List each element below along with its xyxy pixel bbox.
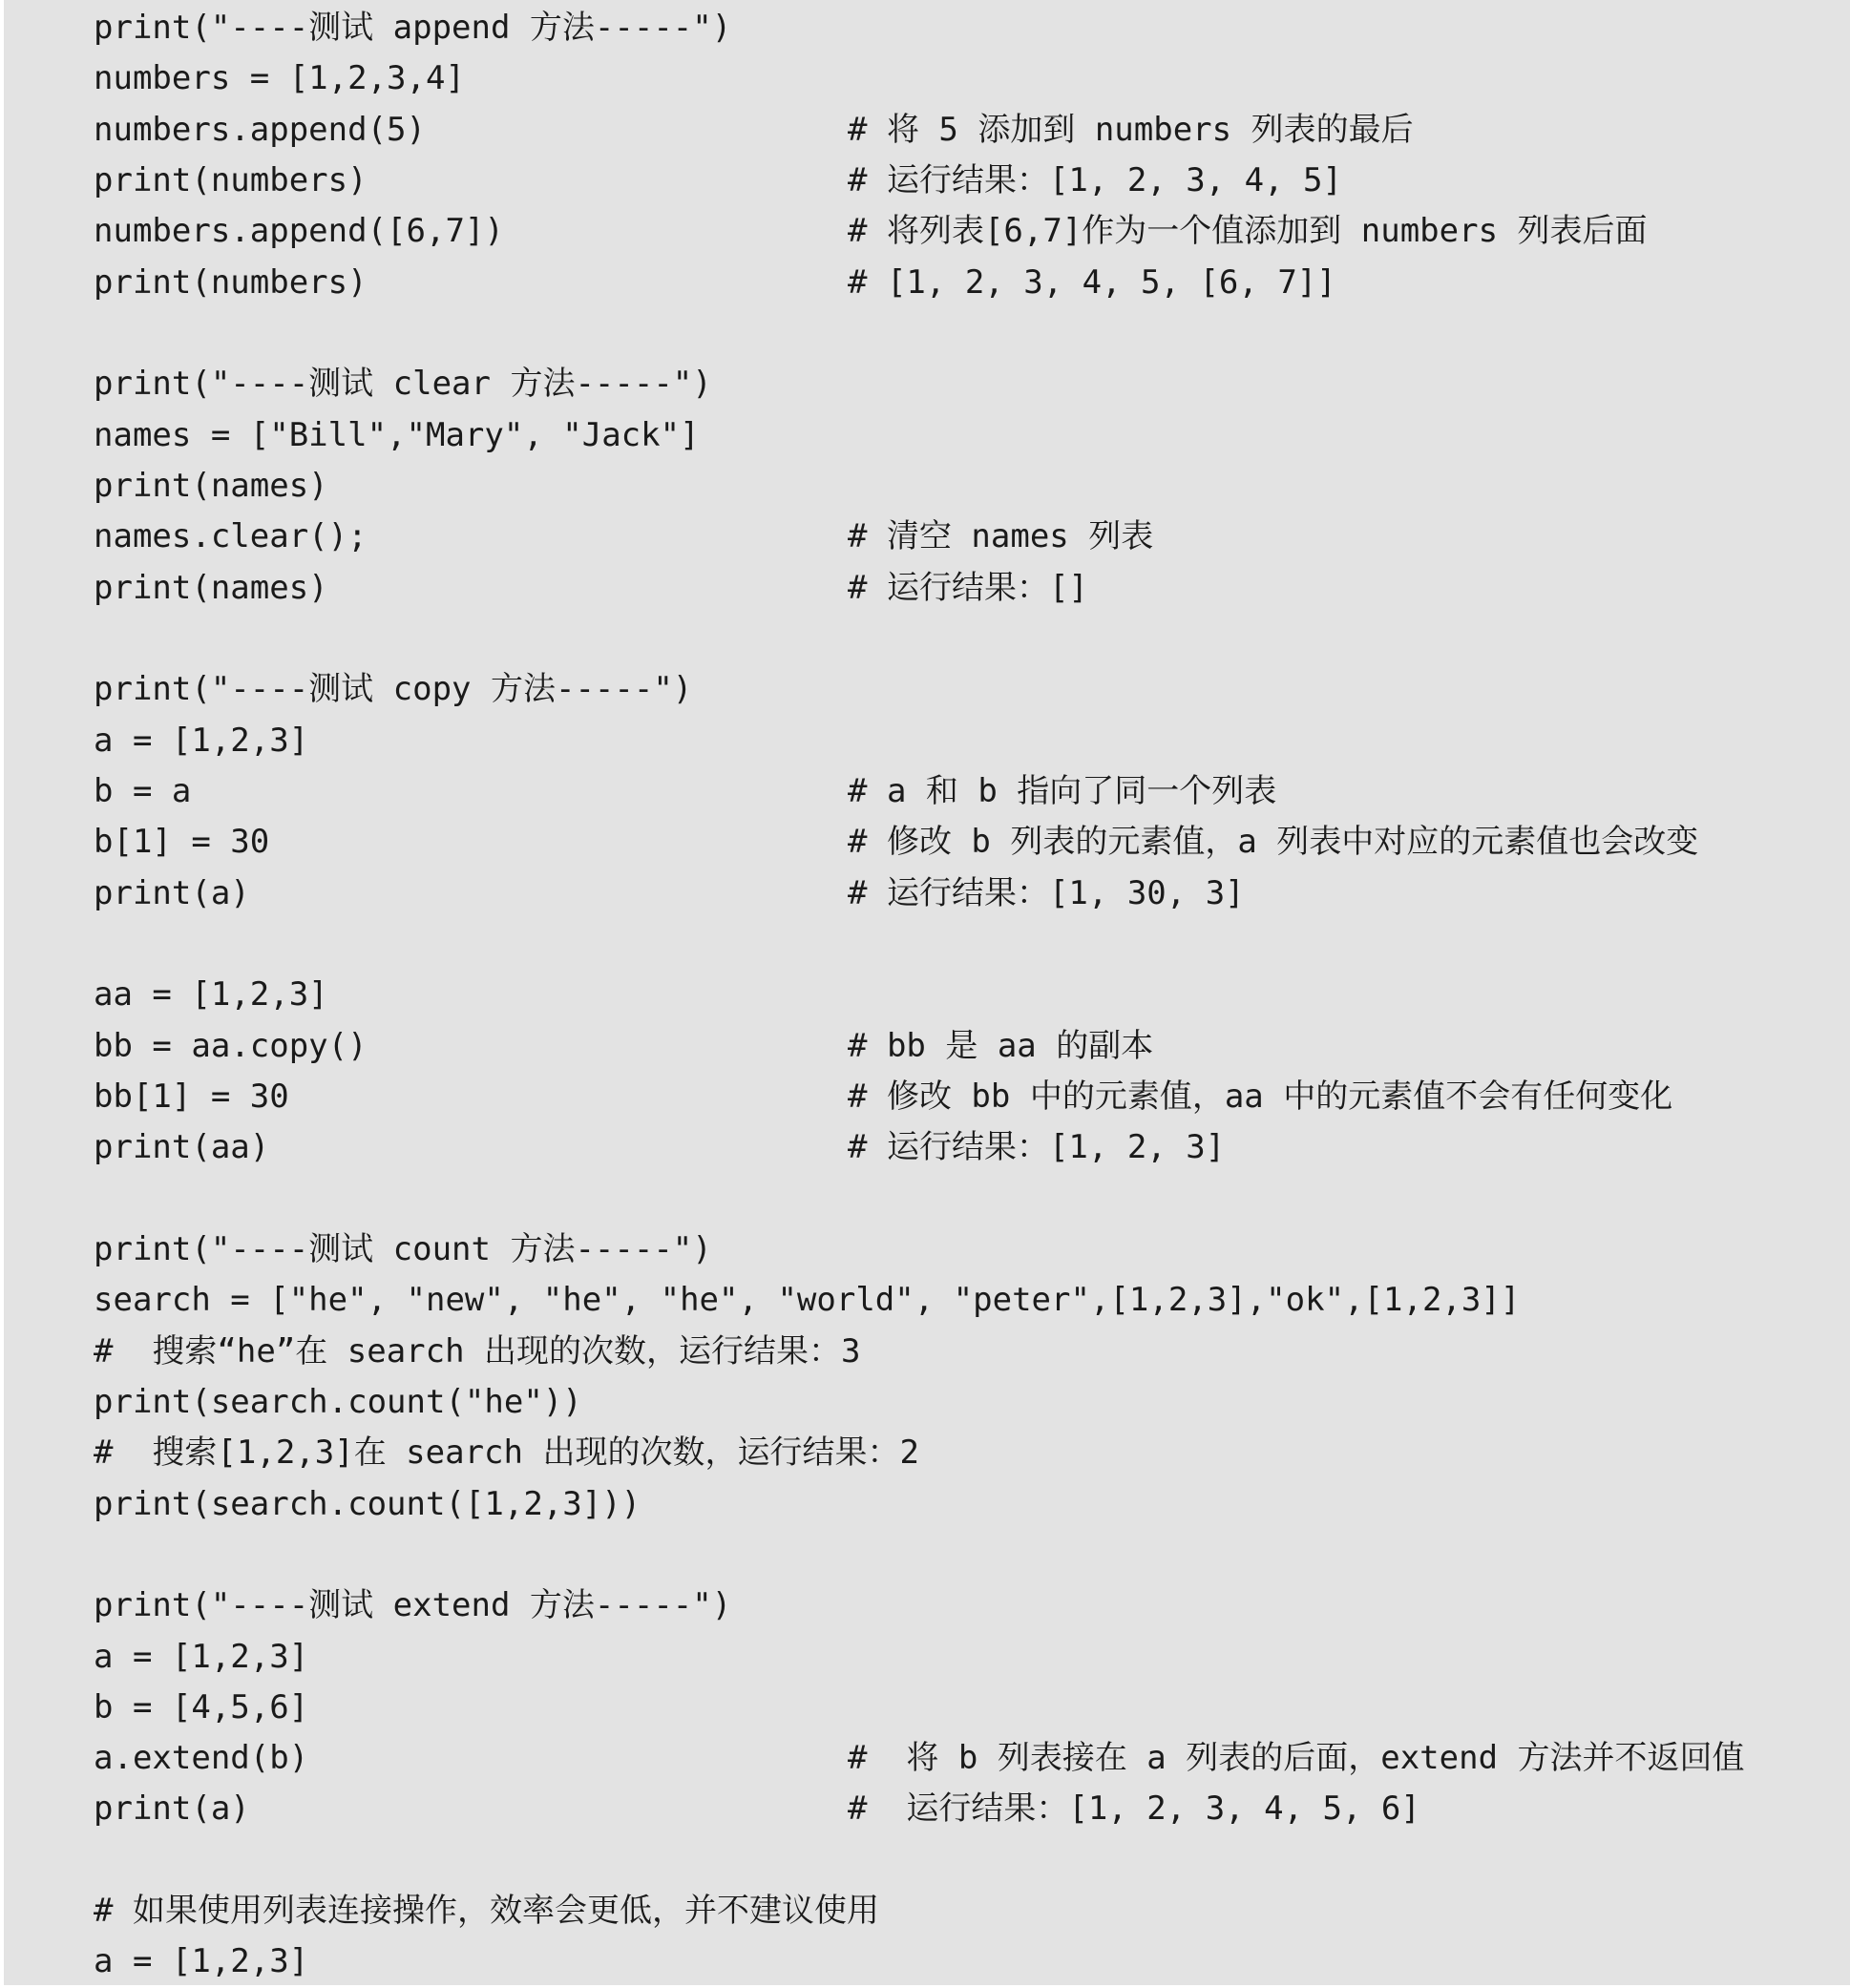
code-line xyxy=(94,512,1850,562)
code-text: a.extend(b) xyxy=(94,1739,309,1778)
code-line xyxy=(94,359,1850,409)
code-text: numbers.append([6,7]) xyxy=(94,212,504,251)
code-text: print(names) xyxy=(94,568,328,607)
code-text: names = ["Bill","Mary", "Jack"] xyxy=(94,415,700,454)
code-text: a = [1,2,3] xyxy=(94,1637,309,1676)
code-line xyxy=(94,1021,1850,1072)
code-comment: # 将 5 添加到 numbers 列表的最后 xyxy=(848,110,1414,149)
code-line xyxy=(94,258,1850,308)
code-comment: # 清空 names 列表 xyxy=(848,517,1154,556)
code-text: aa = [1,2,3] xyxy=(94,975,328,1015)
code-text: b = [4,5,6] xyxy=(94,1687,309,1726)
code-comment: # 修改 b 列表的元素值，a 列表中对应的元素值也会改变 xyxy=(848,823,1699,862)
code-text: print(aa) xyxy=(94,1128,270,1167)
code-comment: # bb 是 aa 的副本 xyxy=(848,1026,1154,1065)
code-text: print("----测试 extend 方法-----") xyxy=(94,1586,732,1625)
code-text: print(numbers) xyxy=(94,160,368,199)
code-comment: # 将列表[6,7]作为一个值添加到 numbers 列表后面 xyxy=(848,212,1648,251)
code-line xyxy=(94,206,1850,257)
code-text: # 如果使用列表连接操作，效率会更低，并不建议使用 xyxy=(94,1892,879,1931)
code-text: print(a) xyxy=(94,873,250,912)
code-line xyxy=(94,919,1850,970)
code-text: names.clear(); xyxy=(94,517,368,556)
code-text: # 搜索[1,2,3]在 search 出现的次数，运行结果：2 xyxy=(94,1433,919,1473)
code-comment: # 运行结果：[1, 2, 3] xyxy=(848,1128,1226,1167)
code-comment: # 运行结果：[1, 2, 3, 4, 5, 6] xyxy=(848,1789,1420,1829)
code-line xyxy=(94,1936,1850,1987)
code-text: print(search.count("he")) xyxy=(94,1382,582,1421)
code-text: print("----测试 clear 方法-----") xyxy=(94,365,712,404)
code-line xyxy=(94,308,1850,359)
code-text: bb[1] = 30 xyxy=(94,1077,289,1116)
code-listing xyxy=(4,0,1850,1985)
code-line xyxy=(94,1174,1850,1224)
code-text: print(search.count([1,2,3])) xyxy=(94,1484,641,1523)
code-line xyxy=(94,868,1850,919)
code-line xyxy=(94,1530,1850,1580)
code-line xyxy=(94,461,1850,512)
code-line xyxy=(94,410,1850,461)
code-comment: # 运行结果：[] xyxy=(848,568,1088,607)
code-comment: # [1, 2, 3, 4, 5, [6, 7]] xyxy=(848,262,1336,302)
code-text: print(numbers) xyxy=(94,262,368,302)
code-line xyxy=(94,1275,1850,1326)
code-line xyxy=(94,1072,1850,1122)
code-comment: # 修改 bb 中的元素值，aa 中的元素值不会有任何变化 xyxy=(848,1077,1673,1116)
code-line xyxy=(94,1479,1850,1530)
code-text: numbers = [1,2,3,4] xyxy=(94,59,465,98)
code-line xyxy=(94,3,1850,53)
code-line xyxy=(94,1327,1850,1377)
code-line xyxy=(94,1122,1850,1173)
code-line xyxy=(94,1683,1850,1733)
code-line xyxy=(94,563,1850,614)
code-line xyxy=(94,1784,1850,1834)
code-comment: # 运行结果：[1, 30, 3] xyxy=(848,873,1245,912)
code-line xyxy=(94,1224,1850,1275)
code-text: print(a) xyxy=(94,1789,250,1829)
code-text: print(names) xyxy=(94,466,328,505)
code-line xyxy=(94,1886,1850,1936)
code-line xyxy=(94,614,1850,664)
code-text: # 搜索“he”在 search 出现的次数，运行结果：3 xyxy=(94,1331,861,1371)
code-line xyxy=(94,1580,1850,1631)
code-line xyxy=(94,1733,1850,1784)
code-comment: # a 和 b 指向了同一个列表 xyxy=(848,771,1277,810)
code-text: b[1] = 30 xyxy=(94,823,270,862)
code-line xyxy=(94,716,1850,766)
code-line xyxy=(94,1835,1850,1886)
code-text: b = a xyxy=(94,771,192,810)
code-comment: # 将 b 列表接在 a 列表的后面，extend 方法并不返回值 xyxy=(848,1739,1745,1778)
code-text: a = [1,2,3] xyxy=(94,1942,309,1981)
code-text: numbers.append(5) xyxy=(94,110,426,149)
code-line xyxy=(94,970,1850,1020)
code-comment: # 运行结果：[1, 2, 3, 4, 5] xyxy=(848,160,1342,199)
code-line xyxy=(94,156,1850,206)
code-text: a = [1,2,3] xyxy=(94,721,309,760)
code-line xyxy=(94,664,1850,715)
code-line xyxy=(94,1632,1850,1683)
code-line xyxy=(94,53,1850,104)
code-text: print("----测试 append 方法-----") xyxy=(94,9,732,47)
code-line xyxy=(94,1377,1850,1428)
code-line xyxy=(94,105,1850,156)
code-text: bb = aa.copy() xyxy=(94,1026,368,1065)
code-line xyxy=(94,766,1850,817)
code-text: search = ["he", "new", "he", "he", "world", "peter",[1,2,3],"ok",[1,2,3]] xyxy=(94,1281,1521,1320)
code-text: print("----测试 copy 方法-----") xyxy=(94,670,693,709)
code-text: print("----测试 count 方法-----") xyxy=(94,1229,712,1268)
code-line xyxy=(94,1428,1850,1478)
code-line xyxy=(94,817,1850,868)
